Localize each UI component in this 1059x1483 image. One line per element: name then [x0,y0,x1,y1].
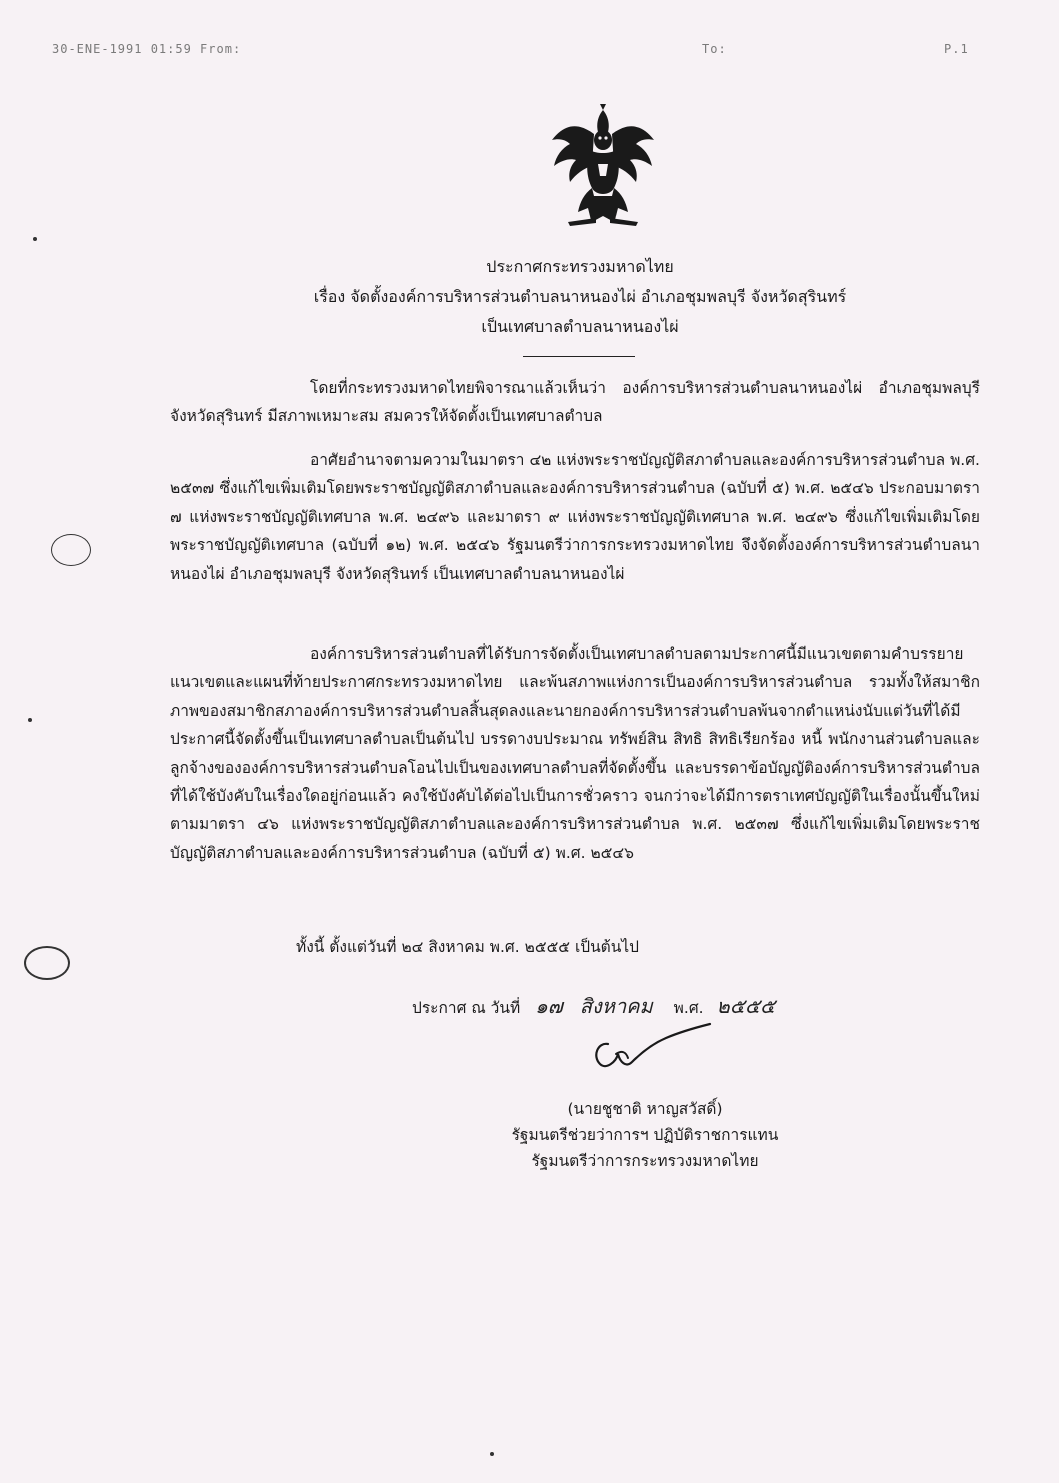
speck-mark [33,237,37,241]
effective-date: ทั้งนี้ ตั้งแต่วันที่ ๒๔ สิงหาคม พ.ศ. ๒๕๕๕ เป็นต้นไป [296,938,639,956]
date-year-handwritten: ๒๕๕๕ [716,994,776,1018]
garuda-emblem-icon [548,104,658,229]
date-prefix: ประกาศ ณ วันที่ [412,999,521,1017]
announcement-subject-line-1: เรื่อง จัดตั้งองค์การบริหารส่วนตำบลนาหนองไผ่ อำเภอชุมพลบุรี จังหวัดสุรินทร์ [313,287,847,306]
announcement-title: ประกาศกระทรวงมหาดไทย [486,257,674,276]
paragraph-1: โดยที่กระทรวงมหาดไทยพิจารณาแล้วเห็นว่า องค์การบริหารส่วนตำบลนาหนองไผ่ อำเภอชุมพลบุรี จังหวัดสุรินทร์ มีสภาพเหมาะสม สมควรให้จัดตั้งเป็นเทศบาลตำบล [170,379,980,426]
date-year-label: พ.ศ. [673,999,704,1017]
announcement-date-line [412,990,775,1022]
fax-header-left: 30-ENE-1991 01:59 From: [52,42,242,56]
signatory-position-2: รัฐมนตรีว่าการกระทรวงมหาดไทย [531,1152,759,1170]
hole-punch-mark [51,534,91,566]
paragraph-3: องค์การบริหารส่วนตำบลที่ได้รับการจัดตั้งเป็นเทศบาลตำบลตามประกาศนี้มีแนวเขตตามคำบรรยายแนวเขตและแผนที่ท้ายประกาศกระทรวงมหาดไทย และพ้นสภาพแห่งการเป็นองค์การบริหารส่วนตำบล รวมทั้งให้สมาชิกภาพของสมาชิกสภาองค์การบริหารส่วนตำบลสิ้นสุดลงและนายกองค์การบริหารส่วนตำบลพ้นจากตำแหน่งนับแต่วันที่ได้มีประกาศนี้จัดตั้งขึ้นเป็นเทศบาลตำบลเป็นต้นไป บรรดางบประมาณ ทรัพย์สิน สิทธิ สิทธิเรียกร้อง หนี้ พนักงานส่วนตำบลและลูกจ้างขององค์การบริหารส่วนตำบลโอนไปเป็นของเทศบาลตำบลที่จัดตั้งขึ้น และบรรดาข้อบัญญัติองค์การบริหารส่วนตำบลที่ได้ใช้บังคับในเรื่องใดอยู่ก่อนแล้ว คงใช้บังคับได้ต่อไปเป็นการชั่วคราว จนกว่าจะได้มีการตราเทศบัญญัติในเรื่องนั้นขึ้นใหม่ ตามมาตรา ๔๖ แห่งพระราชบัญญัติสภาตำบลและองค์การบริหารส่วนตำบล พ.ศ. ๒๕๓๗ ซึ่งแก้ไขเพิ่มเติมโดยพระราชบัญญัติสภาตำบลและองค์การบริหารส่วนตำบล (ฉบับที่ ๕) พ.ศ. ๒๕๔๖ [170,645,980,862]
speck-mark [490,1452,494,1456]
signatory-name: (นายชูชาติ หาญสวัสดิ์) [567,1100,723,1118]
handwritten-signature-icon [586,1022,716,1082]
signatory-position-1: รัฐมนตรีช่วยว่าการฯ ปฏิบัติราชการแทน [511,1126,779,1144]
date-day-handwritten: ๑๗ [535,994,563,1018]
announcement-subject-line-2: เป็นเทศบาลตำบลนาหนองไผ่ [481,317,679,336]
date-month-handwritten: สิงหาคม [579,994,653,1018]
hole-punch-mark [24,946,70,980]
signatory-block [420,1096,870,1174]
title-divider [523,356,635,357]
fax-header-page: P.1 [944,42,969,56]
speck-mark [28,718,32,722]
paragraph-2: อาศัยอำนาจตามความในมาตรา ๔๒ แห่งพระราชบัญญัติสภาตำบลและองค์การบริหารส่วนตำบล พ.ศ. ๒๕๓๗ ซึ่งแก้ไขเพิ่มเติมโดยพระราชบัญญัติสภาตำบลและองค์การบริหารส่วนตำบล (ฉบับที่ ๕) พ.ศ. ๒๕๔๖ ประกอบมาตรา ๗ แห่งพระราชบัญญัติเทศบาล พ.ศ. ๒๔๙๖ และมาตรา ๙ แห่งพระราชบัญญัติเทศบาล พ.ศ. ๒๔๙๖ ซึ่งแก้ไขเพิ่มเติมโดยพระราชบัญญัติเทศบาล (ฉบับที่ ๑๒) พ.ศ. ๒๕๔๖ รัฐมนตรีว่าการกระทรวงมหาดไทย จึงจัดตั้งองค์การบริหารส่วนตำบลนาหนองไผ่ อำเภอชุมพลบุรี จังหวัดสุรินทร์ เป็นเทศบาลตำบลนาหนองไผ่ [170,451,980,583]
fax-header-to: To: [702,42,727,56]
